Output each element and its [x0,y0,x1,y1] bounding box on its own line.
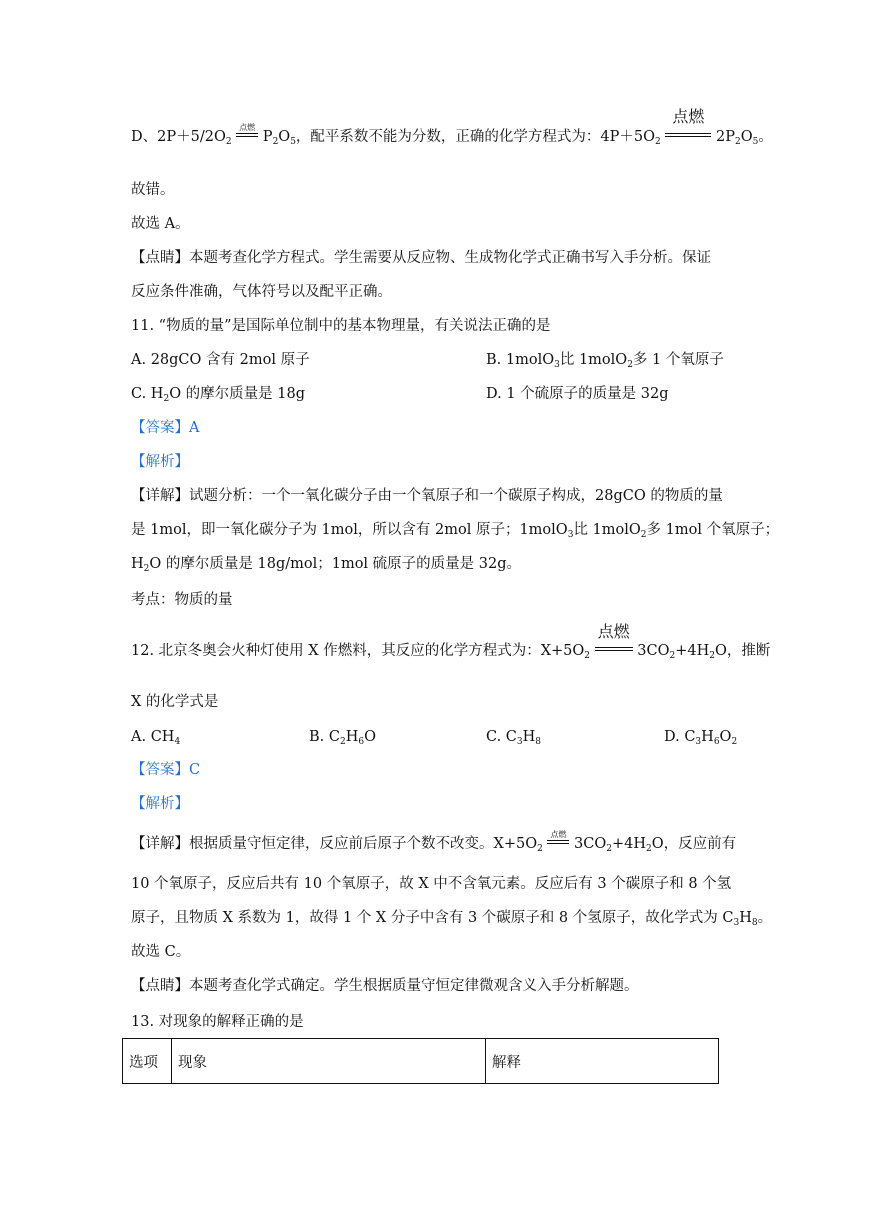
q11-answer: 【答案】A [131,420,200,436]
conclusion-select-a: 故选 A。 [131,216,190,232]
q11-option-d: D. 1 个硫原子的质量是 32g [486,386,669,402]
q11-option-b: B. 1molO$_3$比 1molO$_2$多 1 个氧原子 [486,352,724,370]
q12-dianjing: 【点睛】本题考查化学式确定。学生根据质量守恒定律微观含义入手分析解题。 [131,978,639,994]
reaction-condition-q12: 点燃 [595,641,633,661]
q12-option-c: C. $C_3H_8$ [486,729,542,747]
q13-stem: 13. 对现象的解释正确的是 [131,1014,304,1030]
option-d-explanation: D、$2P+5/2O_2$ 点燃 $P_2O_5$，配平系数不能为分数，正确的化学方程式为：$4P+5O_2$ 点燃 $2P_2O_5$。 [131,107,773,147]
table-header-cell: 选项 [123,1039,172,1084]
q11-jiexi: 【解析】 [131,454,189,470]
q12-option-d: D. $C_3H_6O_2$ [664,729,738,747]
q12-guxuan: 故选 C。 [131,944,191,960]
reaction-condition-large: 点燃 [665,127,711,147]
q11-option-a: A. 28gCO 含有 2mol 原子 [131,352,310,368]
reaction-condition-small: 点燃 [236,127,258,147]
q11-kaodian: 考点：物质的量 [131,592,233,608]
q11-option-c: C. $H_2O$ 的摩尔质量是 18g [131,386,306,404]
q12-xiangjie-1: 【详解】根据质量守恒定律，反应前后原子个数不改变。$X+5O_2$ 点燃 $3CO_2+4H_2O$，反应前有 [131,830,737,854]
q11-xiangjie-2: 是 1mol，即一氧化碳分子为 1mol，所以含有 2mol 原子；1molO$_3$比 1molO$_2$多 1mol 个氧原子； [131,522,780,540]
q12-stem-1: 12. 北京冬奥会火种灯使用 X 作燃料，其反应的化学方程式为：$X+5O_2$ 点燃 $3CO_2+4H_2O$，推断 [131,622,771,661]
q12-xiangjie-3: 原子，且物质 X 系数为 1，故得 1 个 X 分子中含有 3 个碳原子和 8 个氢原子，故化学式为 $C_3H_8$。 [131,910,773,928]
q12-option-a: A. $CH_4$ [131,729,181,747]
q11-xiangjie-3: $H_2O$ 的摩尔质量是 18g/mol；1mol 硫原子的质量是 32g。 [131,556,522,574]
q12-option-b: B. $C_2H_6O$ [309,729,376,747]
q12-answer: 【答案】C [131,762,201,778]
dianjing-tag: 【点睛】 [131,250,189,266]
table-header-row [123,1039,719,1084]
conclusion-wrong: 故错。 [131,182,175,198]
q12-xiangjie-2: 10 个氧原子，反应后共有 10 个氧原子，故 X 中不含氧元素。反应后有 3 个碳原子和 8 个氢 [131,876,732,892]
q13-table [122,1038,719,1084]
reaction-condition-q12-detail: 点燃 [547,834,569,854]
dianjing-line-1: 【点睛】本题考查化学方程式。学生需要从反应物、生成物化学式正确书写入手分析。保证 [131,250,711,266]
table-header-cell: 现象 [172,1039,486,1084]
q11-xiangjie-1: 【详解】试题分析：一个一氧化碳分子由一个氧原子和一个碳原子构成，28gCO 的物质的量 [131,488,723,504]
q12-jiexi: 【解析】 [131,796,189,812]
q11-stem: 11. “物质的量”是国际单位制中的基本物理量，有关说法正确的是 [131,318,551,334]
table-header-cell: 解释 [486,1039,719,1084]
q12-stem-2: X 的化学式是 [131,694,219,710]
dianjing-line-2: 反应条件准确，气体符号以及配平正确。 [131,284,392,300]
